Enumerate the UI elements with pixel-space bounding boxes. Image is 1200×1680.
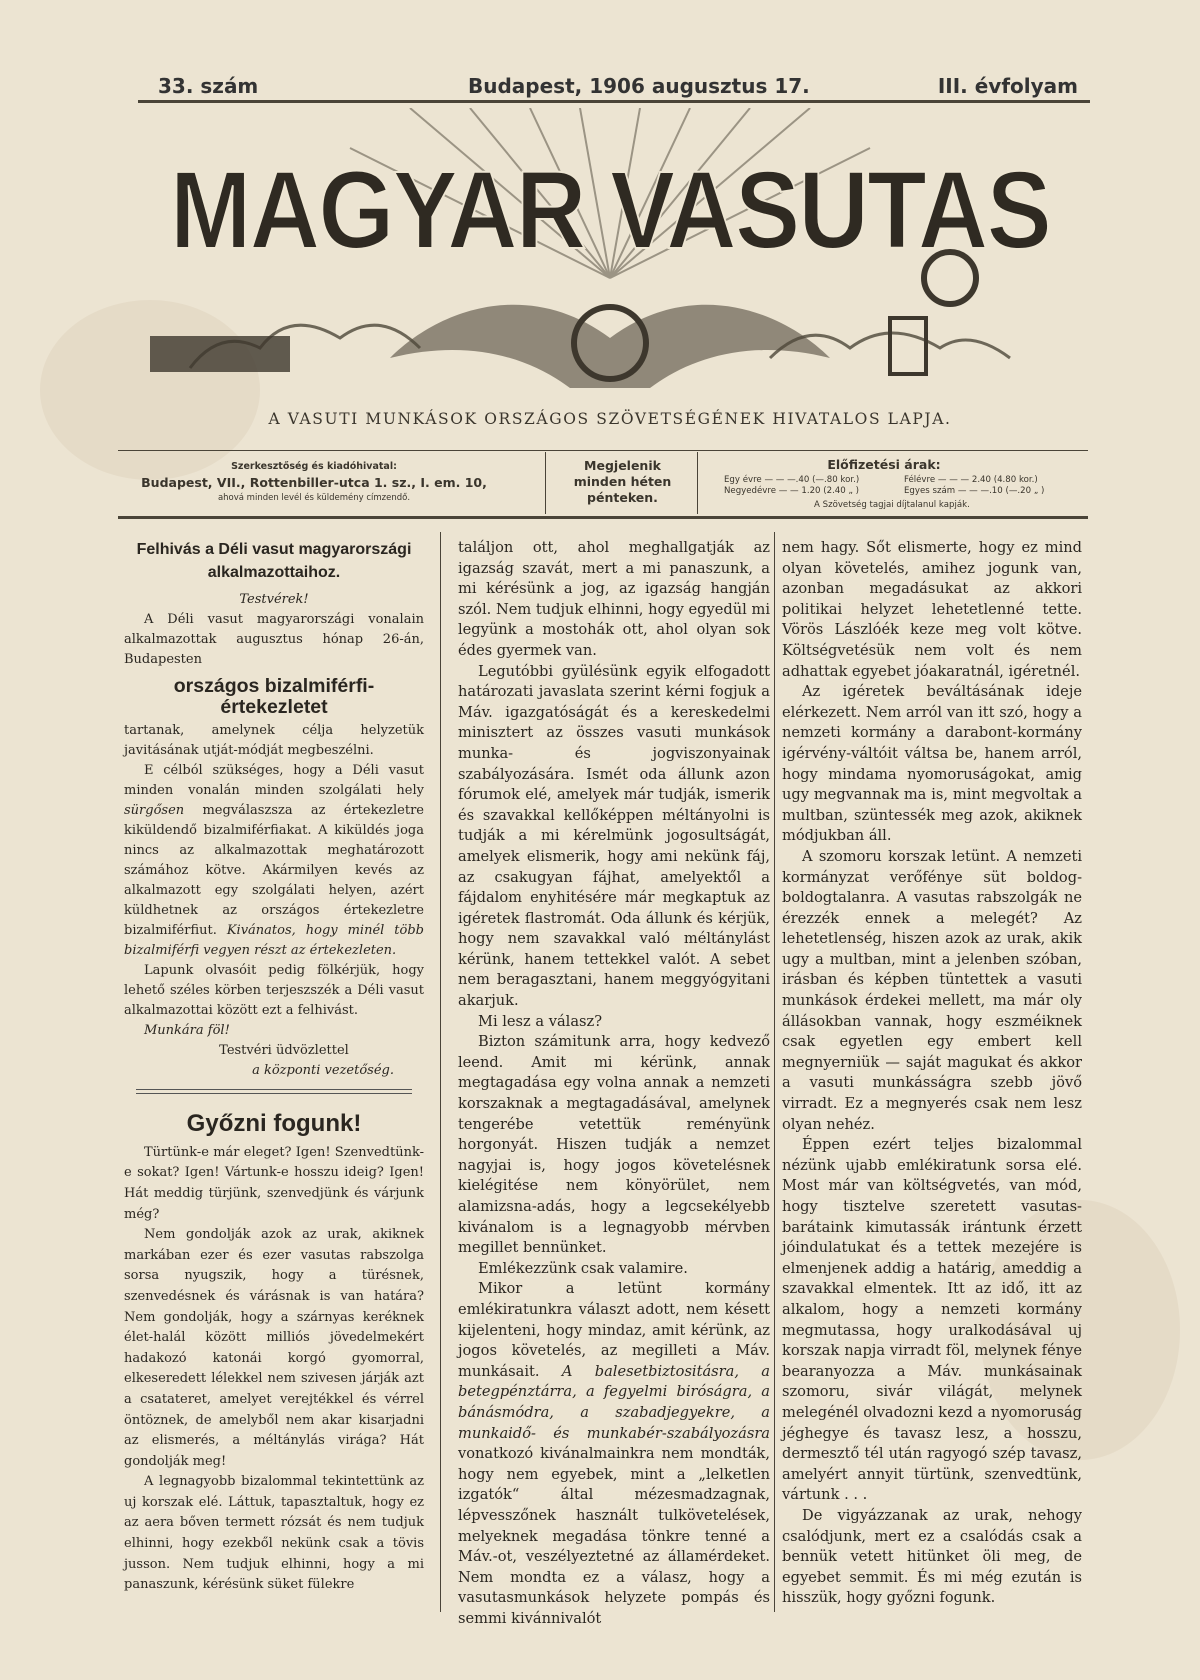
prices-note: A Szövetség tagjai díjtalanul kapják. bbox=[814, 500, 970, 510]
issue-number: 33. szám bbox=[158, 74, 259, 98]
header-rule bbox=[138, 100, 1090, 103]
column-rule bbox=[774, 532, 775, 1612]
editorial-office-box bbox=[118, 455, 510, 517]
winged-wheel bbox=[390, 305, 830, 388]
article2-paragraph: A szomoru korszak letünt. A nemzeti kormányzat verőfénye süt boldog-boldogtalanra. A vasutas rabszolgák ne érezzék ennek a melegét? Az lehetetlenség, hiszen azok az urak, akik ugy a multban, mint a jelenben szóban, irásban és képben tüntettek a vasuti munkások érdekei mellett, ma már oly állásokban vannak, hogy eszméiknek csak egyetlen egy embert kell megnyerniük — saját magukat és akkor a vasuti munkásságra szebb jövő virradt. Ez a megnyerés csak nem lesz olyan nehéz. bbox=[782, 847, 1082, 1133]
prices-heading: Előfizetési árak: bbox=[827, 457, 941, 472]
masthead-subtitle: A VASUTI MUNKÁSOK ORSZÁGOS SZÖVETSÉGÉNEK HIVATALOS LAPJA. bbox=[268, 410, 952, 428]
lantern bbox=[890, 318, 926, 374]
publication-schedule-box bbox=[555, 455, 690, 517]
price-quarter: Negyedévre — — 1.20 (2.40 „ ) bbox=[724, 486, 860, 496]
issue-header bbox=[128, 74, 1088, 100]
article2-paragraph: Mi lesz a válasz? bbox=[478, 1012, 603, 1030]
office-heading: Szerkesztőség és kiadóhivatal: bbox=[231, 461, 397, 472]
price-single: Egyes szám — — —.10 (—.20 „ ) bbox=[904, 486, 1045, 496]
appears-line: minden héten bbox=[573, 474, 672, 489]
article2-paragraph: találjon ott, ahol meghallgatják az igazság szavát, mert a mi panaszunk, a mi kérésünk a jog, az igazság hangján szól. Nem tudjuk elhinni, hogy egyedül mi legyünk a mostohák ott, ahol olyan sok édes gyermek van. bbox=[458, 539, 770, 659]
volume: III. évfolyam bbox=[937, 74, 1078, 98]
article1-paragraph: tartanak, amelynek célja helyzetük javitásának utját-módját megbeszélni. bbox=[124, 723, 424, 759]
article2-paragraph: Türtünk-e már eleget? Igen! Szenvedtünk-e sokat? Igen! Vártunk-e hosszu ideig? Igen! Hát meddig türjünk, szenvedjünk és várjunk még? bbox=[124, 1144, 424, 1222]
article1-title: Felhivás a Déli vasut magyarországi alkalmazottaihoz. bbox=[136, 541, 412, 581]
price-year: Egy évre — — —.40 (—.80 kor.) bbox=[724, 475, 860, 485]
article2-paragraph: Emlékezzünk csak valamire. bbox=[478, 1259, 688, 1277]
office-address: Budapest, VII., Rottenbiller-utca 1. sz., I. em. 10, bbox=[141, 475, 487, 490]
masthead-title: MAGYAR VASUTAS bbox=[170, 149, 1050, 272]
article2-paragraph: Az igéretek beváltásának ideje elérkezett. Nem arról van itt szó, hogy a nemzeti kormány a darabont-kormány igérvény-váltóit váltsa be, hanem arról, hogy mindama nyomoruságokat, amig ugy megvannak ma is, mint megvoltak a multban, szüntessék meg azok, akiknek módjukban áll. bbox=[782, 683, 1082, 845]
article1-subhead: országos bizalmiférfi-értekezletet bbox=[173, 675, 375, 718]
article1-salutation: Testvérek! bbox=[239, 592, 309, 607]
column-rule bbox=[440, 532, 441, 1612]
column-3 bbox=[782, 538, 1082, 1609]
price-half: Félévre — — — 2.40 (4.80 kor.) bbox=[904, 475, 1038, 485]
dateline: Budapest, 1906 augusztus 17. bbox=[468, 74, 810, 98]
article2-paragraph: Mikor a letünt kormány emlékiratunkra választ adott, nem késett kijelenteni, hogy mindaz, amit kérünk, az jogos követelés, az megilleti a Máv. munkásait. A balesetbiztositásra, a betegpénztárra, a fegyelmi biróságra, a bánásmódra, a szabadjegyekre, a munkaidő- és munkabér-szabályozásra vonatkozó kivánalmainkra nem mondták, hogy nem egyebek, mint a „lelketlen izgatók“ által mézesmadzagnak, lépvesszőnek használt tulkövetelések, melyeknek megadása tönkre tenné a Máv.-ot, veszélyeztetné az államérdeket. Nem mondta ez a válasz, hogy a vasutasmunkások helyzete pompás és semmi kivánnivalót bbox=[458, 1280, 771, 1627]
column-2 bbox=[458, 538, 770, 1629]
article1-motto: Munkára föl! bbox=[144, 1023, 230, 1039]
article1-greeting: Testvéri üdvözlettel bbox=[219, 1043, 349, 1059]
article1-paragraph: E célból szükséges, hogy a Déli vasut minden vonalán minden szolgálati hely sürgősen megválaszsza az értekezletre kiküldendő bizalmiférfiakat. A kiküldés joga nincs az alkalmazottak meghatározott számához kötve. Akármilyen kevés az alkalmazott egy szolgálati helyen, azért küldhetnek az országos értekezletre bizalmiférfiut. Kivánatos, hogy minél több bizalmiférfi vegyen részt az értekezleten. bbox=[124, 763, 424, 959]
info-rule-top bbox=[118, 450, 1088, 451]
subscription-prices-box bbox=[694, 455, 1074, 517]
office-note: ahová minden levél és küldemény címzendő. bbox=[217, 493, 411, 503]
article1-paragraph: A Déli vasut magyarországi vonalain alkalmazottak augusztus hónap 26-án, Budapesten bbox=[124, 612, 424, 667]
article1-paragraph: Lapunk olvasóit pedig fölkérjük, hogy lehető széles körben terjeszszék a Déli vasut alkalmazottai között ezt a felhivást. bbox=[124, 963, 424, 1019]
masthead-logo bbox=[150, 108, 1070, 400]
article2-paragraph: Éppen ezért teljes bizalommal nézünk ujabb emlékiratunk sorsa elé. Most már van költségvetés, van mód, hogy tisztelve szeretett vasutas-barátaink kimutassák irántunk érzett jóindulatukat és a tettek mezejére is elmenjenek addig a határig, ameddig a szavakkal elmentek. Itt az idő, itt az alkalom, hogy a nemzeti kormány megmutassa, hogy uralkodásával uj korszak napja virradt föl, melynek fénye bearanyozza a Máv. munkásainak szomoru, sivár világát, melynek melegénél olvadozni kezd a nyomoruság jéghegye és tavasz lesz, a hosszu, dermesztő tél után ragyogó szép tavasz, amelyért annyit türtünk, szenvedtünk, vártunk . . . bbox=[782, 1136, 1082, 1504]
column-1 bbox=[124, 538, 424, 1596]
article2-paragraph: De vigyázzanak az urak, nehogy csalódjunk, mert ez a csalódás csak a bennük vetett hitünket öli meg, de egyebet semmit. És mi még ezután is hisszük, hogy győzni fogunk. bbox=[782, 1506, 1082, 1607]
info-rule-bottom bbox=[118, 516, 1088, 519]
article1-signature: a központi vezetőség. bbox=[252, 1063, 394, 1079]
appears-line: pénteken. bbox=[587, 490, 658, 505]
article-separator bbox=[136, 1089, 412, 1094]
article2-title: Győzni fogunk! bbox=[186, 1110, 362, 1138]
article2-paragraph: Legutóbbi gyülésünk egyik elfogadott határozati javaslata szerint kérni fogjuk a Máv. igazgatóságát és a kereskedelmi minisztert az összes vasuti munkások munka- és jogviszonyainak szabályozására. Ismét oda állunk azon fórumok elé, amelyek már tudják, ismerik és szavakkal kellőképpen méltányolni is tudják a mi kérelmünk jogosultságát, amelyek elismerik, hogy ami nekünk fáj, az csakugyan fájhat, amelyektől a fájdalom enyhitésére már megkaptuk az igéretek flastromát. Oda állunk és kérjük, hogy nem szavakkal való méltánylást kérünk, hanem tettekkel valót. A sebet nem beragasztani, hanem meggyógyitani akarjuk. bbox=[458, 662, 770, 1010]
article2-paragraph: nem hagy. Sőt elismerte, hogy ez mind olyan követelés, amihez jogunk van, azonban megadásukat az akkori politikai helyzet lehetetlenné tette. Vörös Lászlóék keze meg volt kötve. Költségvetésük nem volt és nem adhattak egyebet jóakaratnál, igéretnél. bbox=[782, 539, 1082, 680]
article2-paragraph: Bizton számitunk arra, hogy kedvező leend. Amit mi kérünk, annak megtagadása egy volna annak a nemzeti korszaknak a megtagadásával, amelynek tengerébe vetettük reményünk horgonyát. Hiszen tudják a nemzet nagyjai is, hogy jogos követelésnek kielégitése nem könyörület, nem alamizsna-adás, hogy a legcsekélyebb kivánalom is a legnagyobb mérvben megillet bennünket. bbox=[458, 1033, 770, 1257]
appears-line: Megjelenik bbox=[584, 458, 661, 473]
info-divider bbox=[545, 452, 546, 514]
article2-paragraph: Nem gondolják azok az urak, akiknek markában ezer és ezer vasutas rabszolga sorsa nyugszik, hogy a türésnek, szenvedésnek és várásnak is van határa? Nem gondolják, hogy a szárnyas keréknek élet-halál között milliós jövedelmekért hadakozó katonái korgó gyomorral, elkeseredett lélekkel nem szivesen járják azt a csatateret, amelyet verejtékkel és vérrel öntöznek, de amelyből nem akar kisarjadni az elismerés, a méltánylás virága? Hát gondolják meg! bbox=[124, 1227, 424, 1469]
article2-paragraph: A legnagyobb bizalommal tekintettünk az uj korszak elé. Láttuk, tapasztaltuk, hogy ez az aera bőven termett rózsát és nem tudjuk elhinni, hogy ezekből nekünk csak a tövis jusson. Nem tudjuk elhinni, hogy a mi panaszunk, kérésünk süket fülekre bbox=[124, 1474, 424, 1593]
train-silhouette bbox=[150, 336, 290, 372]
